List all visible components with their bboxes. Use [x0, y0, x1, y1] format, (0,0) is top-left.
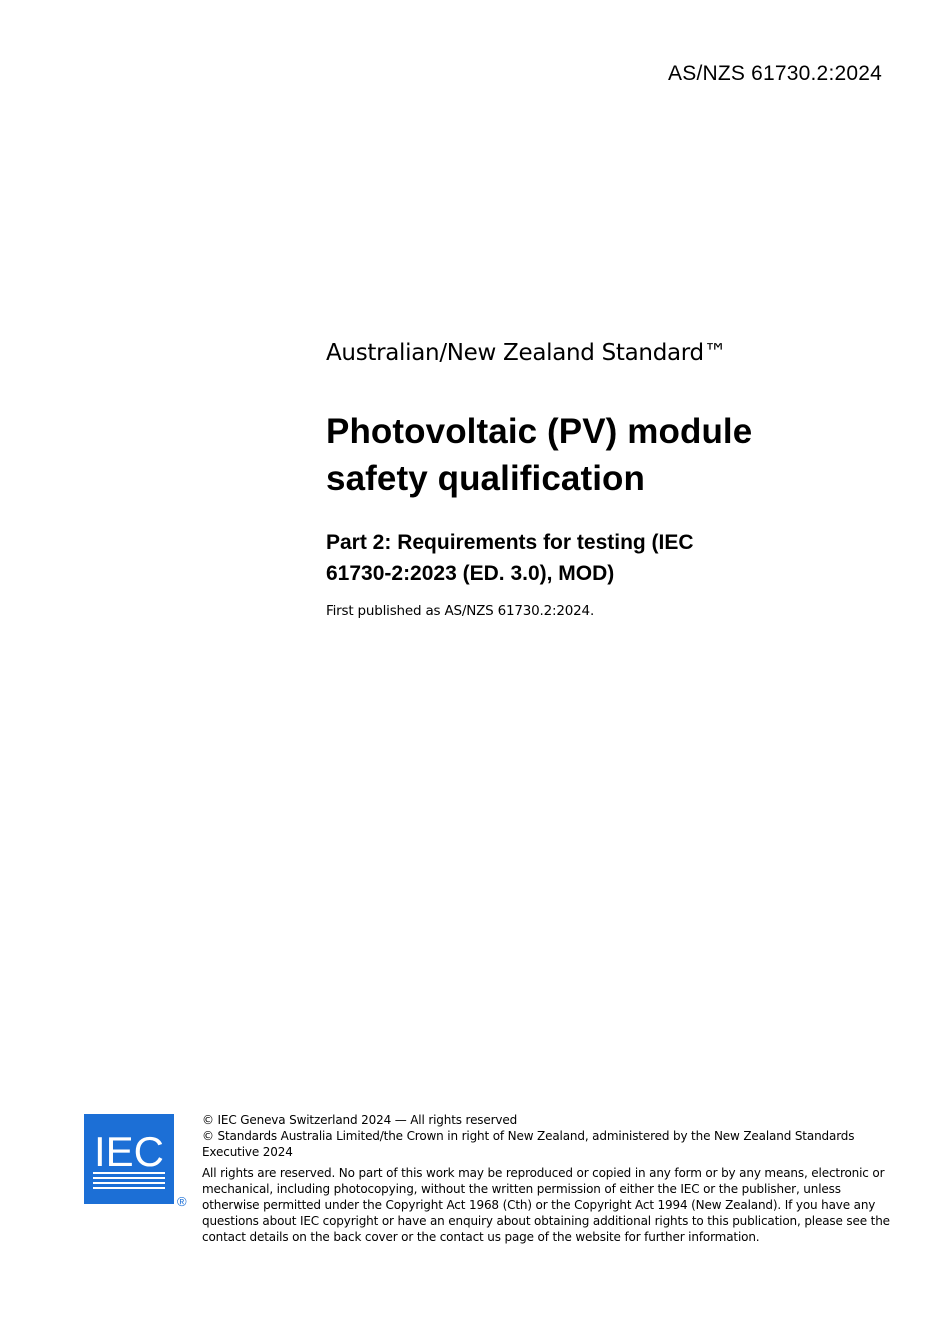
rights-reserved-paragraph: All rights are reserved. No part of this work may be reproduced or copied in any form or by any means, electronic or mechanical, including photocopying, without the written permission of either the IEC or the publisher, unless otherwise permitted under the Copyright Act 1968 (Cth) or the Copyright Act 1994 (New Zealand). If you have any questions about IEC copyright or have an enquiry about obtaining additional rights to this publication, please see the contact details on the back cover or the contact us page of the website for further information. [202, 1166, 890, 1244]
standards-australia-copyright-line: © Standards Australia Limited/the Crown in right of New Zealand, administered by the New Zealand Standards Executive 2024 [202, 1129, 855, 1159]
copyright-notice [202, 1112, 892, 1245]
document-title [326, 408, 886, 502]
part-subtitle-line-1: Part 2: Requirements for testing (IEC [326, 531, 694, 554]
title-block [326, 336, 886, 621]
document-code: AS/NZS 61730.2:2024 [668, 62, 882, 85]
iec-logo-text: IEC [93, 1128, 165, 1175]
standard-series-label: Australian/New Zealand Standard™ [326, 340, 727, 366]
iec-copyright-line: © IEC Geneva Switzerland 2024 — All rights reserved [202, 1113, 518, 1127]
registered-trademark-icon: ® [177, 1194, 187, 1209]
part-subtitle-line-2: 61730-2:2023 (ED. 3.0), MOD) [326, 562, 615, 585]
publication-note: First published as AS/NZS 61730.2:2024. [326, 603, 595, 619]
part-subtitle [326, 527, 886, 589]
document-title-line-1: Photovoltaic (PV) module [326, 412, 753, 451]
document-title-line-2: safety qualification [326, 459, 646, 498]
iec-logo [84, 1114, 190, 1210]
